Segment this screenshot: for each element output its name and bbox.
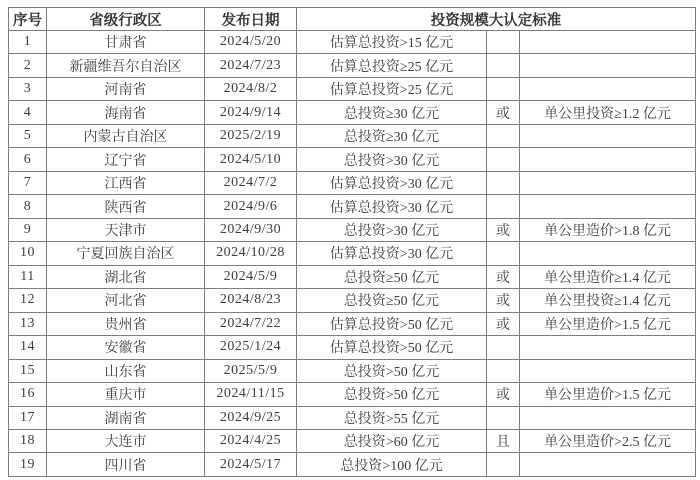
connector-cell: 或: [487, 312, 520, 335]
col-header-date: 发布日期: [205, 8, 297, 31]
region-cell: 甘肃省: [47, 31, 205, 54]
date-cell: 2024/7/2: [205, 171, 297, 194]
main-criterion-cell: 总投资>60 亿元: [297, 429, 487, 452]
date-cell: 2024/8/2: [205, 77, 297, 100]
row-number-cell: 1: [9, 31, 47, 54]
region-cell: 大连市: [47, 429, 205, 452]
table-row: [9, 171, 696, 194]
col-header-region: 省级行政区: [47, 8, 205, 31]
secondary-criterion-cell: [520, 242, 696, 265]
col-header-standard: 投资规模大认定标准: [297, 8, 696, 31]
main-criterion-cell: 总投资≥30 亿元: [297, 124, 487, 147]
region-cell: 天津市: [47, 218, 205, 241]
date-cell: 2024/5/10: [205, 148, 297, 171]
table-row: [9, 54, 696, 77]
connector-cell: [487, 359, 520, 382]
main-criterion-cell: 总投资≥50 亿元: [297, 265, 487, 288]
region-cell: 陕西省: [47, 195, 205, 218]
connector-cell: 且: [487, 429, 520, 452]
main-criterion-cell: 估算总投资>25 亿元: [297, 77, 487, 100]
region-cell: 新疆维吾尔自治区: [47, 54, 205, 77]
row-number-cell: 5: [9, 124, 47, 147]
row-number-cell: 17: [9, 406, 47, 429]
secondary-criterion-cell: [520, 148, 696, 171]
row-number-cell: 8: [9, 195, 47, 218]
investment-standard-table: [8, 7, 696, 477]
region-cell: 江西省: [47, 171, 205, 194]
date-cell: 2024/9/30: [205, 218, 297, 241]
main-criterion-cell: 估算总投资>50 亿元: [297, 336, 487, 359]
date-cell: 2024/5/9: [205, 265, 297, 288]
region-cell: 重庆市: [47, 383, 205, 406]
main-criterion-cell: 估算总投资>30 亿元: [297, 195, 487, 218]
row-number-cell: 9: [9, 218, 47, 241]
connector-cell: [487, 242, 520, 265]
date-cell: 2024/7/23: [205, 54, 297, 77]
table-body: [9, 31, 696, 477]
region-cell: 河北省: [47, 289, 205, 312]
header-row: [9, 8, 696, 31]
date-cell: 2024/9/6: [205, 195, 297, 218]
table-row: [9, 195, 696, 218]
region-cell: 贵州省: [47, 312, 205, 335]
row-number-cell: 2: [9, 54, 47, 77]
region-cell: 海南省: [47, 101, 205, 124]
secondary-criterion-cell: [520, 31, 696, 54]
date-cell: 2025/1/24: [205, 336, 297, 359]
secondary-criterion-cell: 单公里投资≥1.2 亿元: [520, 101, 696, 124]
region-cell: 山东省: [47, 359, 205, 382]
date-cell: 2024/9/14: [205, 101, 297, 124]
row-number-cell: 6: [9, 148, 47, 171]
table-row: [9, 31, 696, 54]
date-cell: 2024/4/25: [205, 429, 297, 452]
main-criterion-cell: 总投资>100 亿元: [297, 453, 487, 477]
region-cell: 安徽省: [47, 336, 205, 359]
table-row: [9, 359, 696, 382]
main-criterion-cell: 估算总投资>50 亿元: [297, 312, 487, 335]
region-cell: 内蒙古自治区: [47, 124, 205, 147]
connector-cell: [487, 171, 520, 194]
connector-cell: 或: [487, 101, 520, 124]
date-cell: 2025/2/19: [205, 124, 297, 147]
region-cell: 湖南省: [47, 406, 205, 429]
row-number-cell: 15: [9, 359, 47, 382]
region-cell: 宁夏回族自治区: [47, 242, 205, 265]
secondary-criterion-cell: [520, 336, 696, 359]
region-cell: 辽宁省: [47, 148, 205, 171]
col-header-no: 序号: [9, 8, 47, 31]
main-criterion-cell: 估算总投资>30 亿元: [297, 242, 487, 265]
secondary-criterion-cell: [520, 453, 696, 477]
secondary-criterion-cell: [520, 195, 696, 218]
main-criterion-cell: 总投资>30 亿元: [297, 218, 487, 241]
row-number-cell: 18: [9, 429, 47, 452]
date-cell: 2025/5/9: [205, 359, 297, 382]
table-row: [9, 101, 696, 124]
table-row: [9, 312, 696, 335]
row-number-cell: 12: [9, 289, 47, 312]
main-criterion-cell: 估算总投资>15 亿元: [297, 31, 487, 54]
secondary-criterion-cell: 单公里造价>1.5 亿元: [520, 383, 696, 406]
row-number-cell: 19: [9, 453, 47, 477]
secondary-criterion-cell: 单公里投资≥1.4 亿元: [520, 289, 696, 312]
connector-cell: [487, 336, 520, 359]
table-row: [9, 336, 696, 359]
table-row: [9, 77, 696, 100]
row-number-cell: 13: [9, 312, 47, 335]
secondary-criterion-cell: [520, 171, 696, 194]
connector-cell: [487, 148, 520, 171]
main-criterion-cell: 总投资≥30 亿元: [297, 101, 487, 124]
secondary-criterion-cell: 单公里造价>1.8 亿元: [520, 218, 696, 241]
row-number-cell: 7: [9, 171, 47, 194]
table-row: [9, 124, 696, 147]
connector-cell: 或: [487, 383, 520, 406]
table-row: [9, 218, 696, 241]
secondary-criterion-cell: [520, 359, 696, 382]
secondary-criterion-cell: 单公里造价≥1.4 亿元: [520, 265, 696, 288]
connector-cell: [487, 77, 520, 100]
region-cell: 河南省: [47, 77, 205, 100]
region-cell: 湖北省: [47, 265, 205, 288]
secondary-criterion-cell: 单公里造价>1.5 亿元: [520, 312, 696, 335]
row-number-cell: 16: [9, 383, 47, 406]
table-row: [9, 383, 696, 406]
main-criterion-cell: 总投资≥50 亿元: [297, 289, 487, 312]
date-cell: 2024/9/25: [205, 406, 297, 429]
connector-cell: 或: [487, 289, 520, 312]
secondary-criterion-cell: 单公里造价>2.5 亿元: [520, 429, 696, 452]
secondary-criterion-cell: [520, 54, 696, 77]
connector-cell: 或: [487, 218, 520, 241]
secondary-criterion-cell: [520, 406, 696, 429]
connector-cell: [487, 195, 520, 218]
main-criterion-cell: 总投资>55 亿元: [297, 406, 487, 429]
table-row: [9, 265, 696, 288]
row-number-cell: 10: [9, 242, 47, 265]
investment-standard-table-wrap: [8, 7, 696, 477]
table-row: [9, 406, 696, 429]
connector-cell: [487, 54, 520, 77]
connector-cell: 或: [487, 265, 520, 288]
table-row: [9, 429, 696, 452]
table-row: [9, 148, 696, 171]
main-criterion-cell: 估算总投资≥25 亿元: [297, 54, 487, 77]
date-cell: 2024/8/23: [205, 289, 297, 312]
date-cell: 2024/11/15: [205, 383, 297, 406]
connector-cell: [487, 453, 520, 477]
main-criterion-cell: 估算总投资>30 亿元: [297, 171, 487, 194]
date-cell: 2024/5/17: [205, 453, 297, 477]
secondary-criterion-cell: [520, 124, 696, 147]
connector-cell: [487, 124, 520, 147]
secondary-criterion-cell: [520, 77, 696, 100]
table-row: [9, 289, 696, 312]
date-cell: 2024/5/20: [205, 31, 297, 54]
region-cell: 四川省: [47, 453, 205, 477]
main-criterion-cell: 总投资>30 亿元: [297, 148, 487, 171]
connector-cell: [487, 406, 520, 429]
main-criterion-cell: 总投资>50 亿元: [297, 359, 487, 382]
table-row: [9, 453, 696, 477]
date-cell: 2024/7/22: [205, 312, 297, 335]
date-cell: 2024/10/28: [205, 242, 297, 265]
connector-cell: [487, 31, 520, 54]
table-row: [9, 242, 696, 265]
row-number-cell: 11: [9, 265, 47, 288]
row-number-cell: 4: [9, 101, 47, 124]
row-number-cell: 14: [9, 336, 47, 359]
main-criterion-cell: 总投资>50 亿元: [297, 383, 487, 406]
row-number-cell: 3: [9, 77, 47, 100]
